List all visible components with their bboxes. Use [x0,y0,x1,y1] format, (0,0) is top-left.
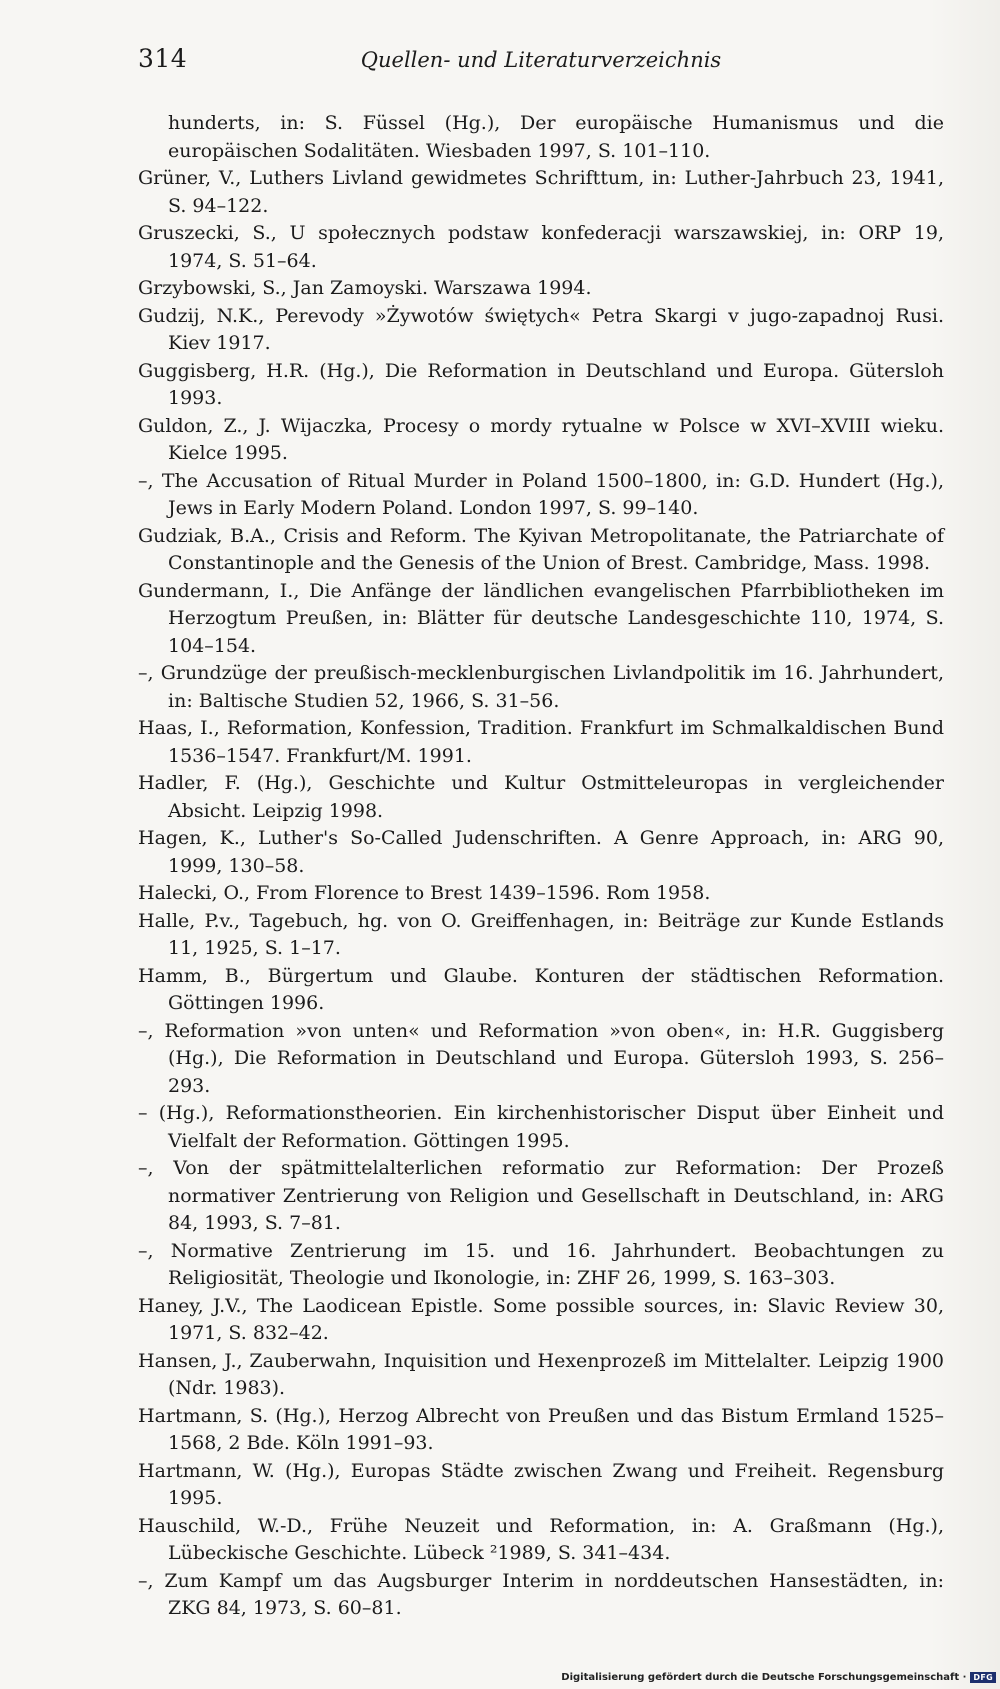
bibliography-entry: Halecki, O., From Florence to Brest 1439–1596. Rom 1958. [138,882,711,904]
bibliography-entry: –, Zum Kampf um das Augsburger Interim in norddeutschen Hansestädten, in: ZKG 84, 1973, S. 60–81. [138,1569,944,1619]
footer-credit-text: Digitalisierung gefördert durch die Deutsche Forschungsgemeinschaft · [561,1672,967,1683]
bibliography-entry: –, Reformation »von unten« und Reformation »von oben«, in: H.R. Guggisberg (Hg.), Die Reformation in Deutschland und Europa. Gütersloh 1993, S. 256–293. [138,1019,944,1097]
digitization-footer [561,1672,996,1683]
bibliography-entry: hunderts, in: S. Füssel (Hg.), Der europäische Humanismus und die europäischen Sodalitäten. Wiesbaden 1997, S. 101–110. [168,112,944,162]
bibliography-entry: Haas, I., Reformation, Konfession, Tradition. Frankfurt im Schmalkaldischen Bund 1536–1547. Frankfurt/M. 1991. [138,717,944,767]
bibliography-entry: Hartmann, W. (Hg.), Europas Städte zwischen Zwang und Freiheit. Regensburg 1995. [138,1459,944,1509]
bibliography-entry: Hansen, J., Zauberwahn, Inquisition und Hexenprozeß im Mittelalter. Leipzig 1900 (Ndr. 1983). [138,1349,944,1399]
bibliography-entry: – (Hg.), Reformationstheorien. Ein kirchenhistorischer Disput über Einheit und Vielfalt der Reformation. Göttingen 1995. [138,1102,944,1152]
page-header [138,44,944,84]
bibliography-entry: Hagen, K., Luther's So-Called Judenschriften. A Genre Approach, in: ARG 90, 1999, 130–58. [138,827,944,877]
bibliography-entry: –, Normative Zentrierung im 15. und 16. Jahrhundert. Beobachtungen zu Religiosität, Theologie und Ikonologie, in: ZHF 26, 1999, S. 163–303. [138,1239,944,1289]
bibliography-entry: Gruszecki, S., U społecznych podstaw konfederacji warszawskiej, in: ORP 19, 1974, S. 51–64. [138,222,944,272]
bibliography-entry: Hartmann, S. (Hg.), Herzog Albrecht von Preußen und das Bistum Ermland 1525–1568, 2 Bde. Köln 1991–93. [138,1404,944,1454]
bibliography-entry: –, The Accusation of Ritual Murder in Poland 1500–1800, in: G.D. Hundert (Hg.), Jews in Early Modern Poland. London 1997, S. 99–140. [138,469,944,519]
bibliography-entry: Haney, J.V., The Laodicean Epistle. Some possible sources, in: Slavic Review 30, 1971, S. 832–42. [138,1294,944,1344]
bibliography-entry: Guggisberg, H.R. (Hg.), Die Reformation in Deutschland und Europa. Gütersloh 1993. [138,359,944,409]
bibliography-entry: Gundermann, I., Die Anfänge der ländlichen evangelischen Pfarrbibliotheken im Herzogtum Preußen, in: Blätter für deutsche Landesgeschichte 110, 1974, S. 104–154. [138,579,944,657]
page-number: 314 [138,44,188,73]
bibliography-entry: Halle, P.v., Tagebuch, hg. von O. Greiffenhagen, in: Beiträge zur Kunde Estlands 11, 1925, S. 1–17. [138,909,944,959]
dfg-logo: DFG [970,1672,996,1683]
bibliography-entry: Guldon, Z., J. Wijaczka, Procesy o mordy rytualne w Polsce w XVI–XVIII wieku. Kielce 1995. [138,414,944,464]
bibliography-entry: Hamm, B., Bürgertum und Glaube. Konturen der städtischen Reformation. Göttingen 1996. [138,964,944,1014]
bibliography-entry: Hauschild, W.-D., Frühe Neuzeit und Reformation, in: A. Graßmann (Hg.), Lübeckische Geschichte. Lübeck ²1989, S. 341–434. [138,1514,944,1564]
bibliography-entry: Grüner, V., Luthers Livland gewidmetes Schrifttum, in: Luther-Jahrbuch 23, 1941, S. 94–122. [138,167,944,217]
bibliography-entry: –, Grundzüge der preußisch-mecklenburgischen Livlandpolitik im 16. Jahrhundert, in: Baltische Studien 52, 1966, S. 31–56. [138,662,944,712]
bibliography-entry: Hadler, F. (Hg.), Geschichte und Kultur Ostmitteleuropas in vergleichender Absicht. Leipzig 1998. [138,772,944,822]
bibliography-entry: Gudzij, N.K., Perevody »Żywotów świętych« Petra Skargi v jugo-zapadnoj Rusi. Kiev 1917. [138,304,944,354]
bibliography-entry: –, Von der spätmittelalterlichen reformatio zur Reformation: Der Prozeß normativer Zentrierung von Religion und Gesellschaft in Deutschland, in: ARG 84, 1993, S. 7–81. [138,1157,944,1234]
bibliography-entry: Grzybowski, S., Jan Zamoyski. Warszawa 1994. [138,277,592,299]
running-title: Quellen- und Literaturverzeichnis [360,48,722,72]
bibliography-list [138,110,944,1623]
bibliography-entry: Gudziak, B.A., Crisis and Reform. The Kyivan Metropolitanate, the Patriarchate of Constantinople and the Genesis of the Union of Brest. Cambridge, Mass. 1998. [138,524,944,574]
